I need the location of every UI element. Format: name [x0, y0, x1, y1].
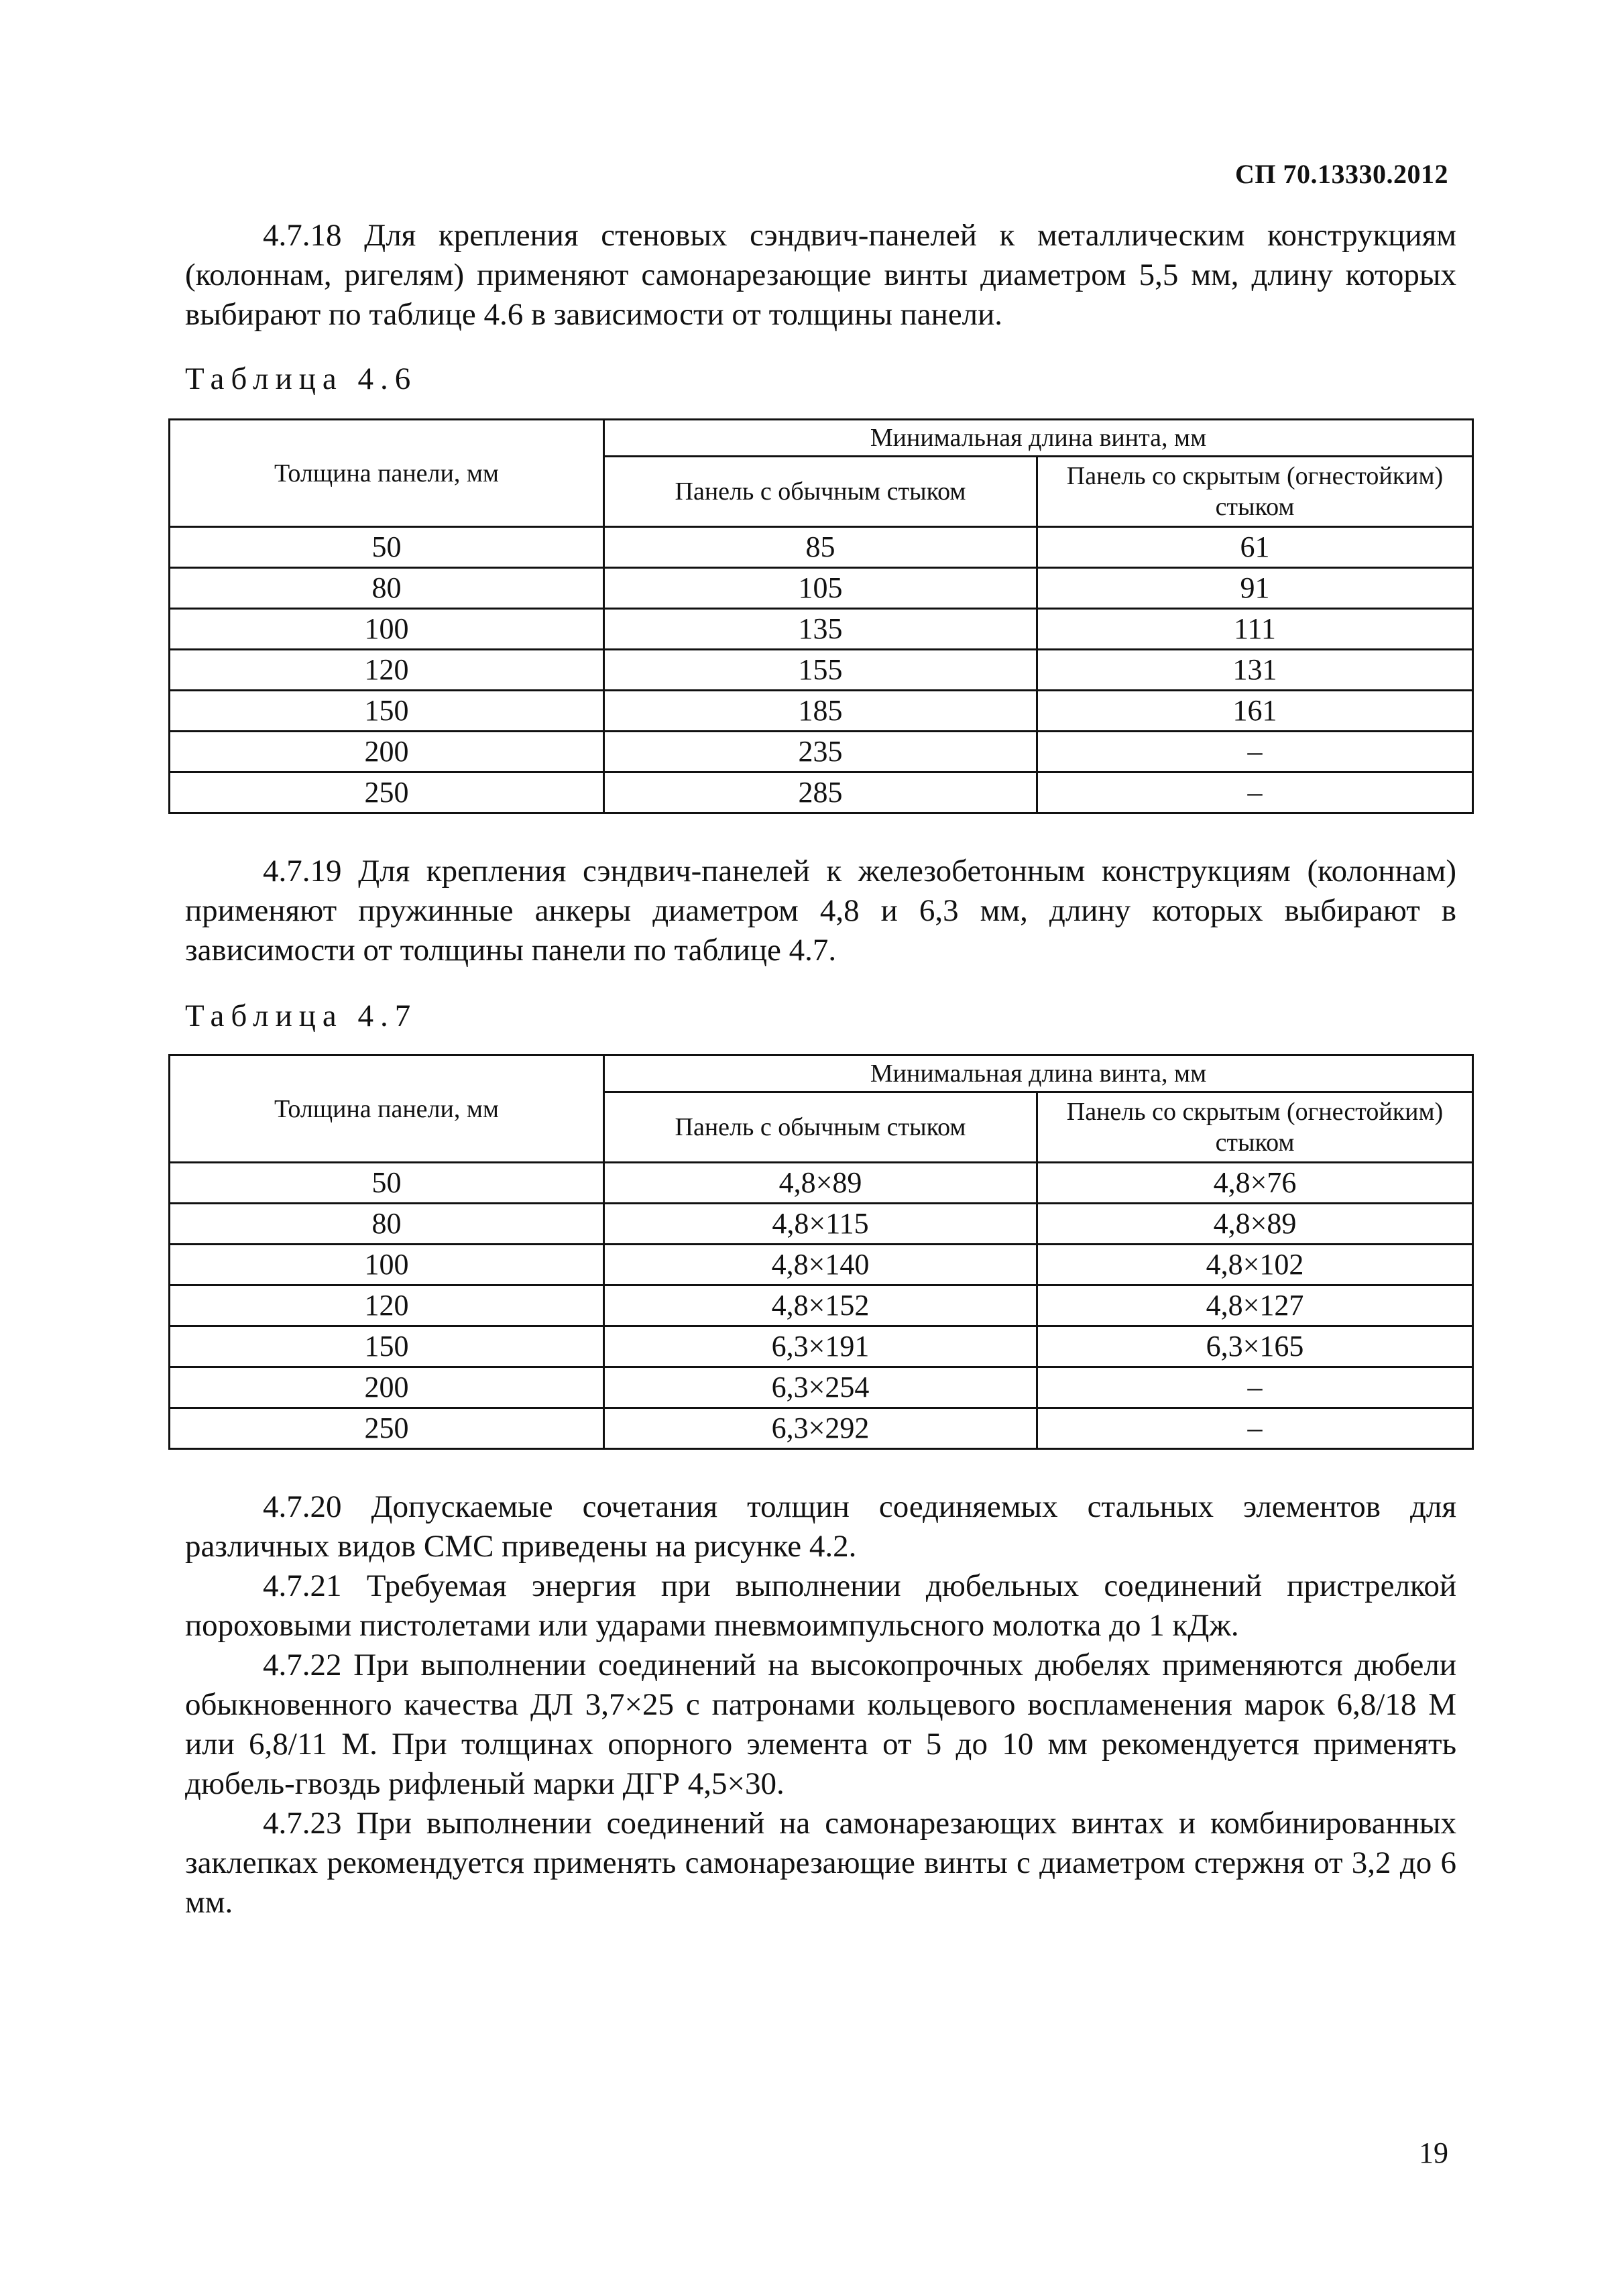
cell-regular: 6,3×254	[604, 1367, 1037, 1408]
paragraph-4-7-19	[185, 852, 1456, 970]
cell-thickness: 80	[170, 1204, 604, 1245]
cell-thickness: 100	[170, 609, 604, 650]
paragraph-4-7-22	[185, 1646, 1456, 1804]
header-min-length: Минимальная длина винта, мм	[604, 1055, 1473, 1092]
cell-thickness: 200	[170, 1367, 604, 1408]
table-row	[170, 772, 1473, 813]
cell-regular: 85	[604, 527, 1037, 568]
document-code: СП 70.13330.2012	[1235, 159, 1448, 189]
table-row	[170, 609, 1473, 650]
table-row	[170, 732, 1473, 772]
table-row	[170, 1285, 1473, 1326]
cell-hidden: –	[1037, 732, 1473, 772]
cell-hidden: 4,8×76	[1037, 1163, 1473, 1204]
cell-regular: 4,8×115	[604, 1204, 1037, 1245]
cell-regular: 6,3×292	[604, 1408, 1037, 1449]
cell-thickness: 80	[170, 568, 604, 609]
cell-hidden: –	[1037, 772, 1473, 813]
paragraph-text: 4.7.18 Для крепления стеновых сэндвич-панелей к металлическим конструкциям (колоннам, ригелям) применяют самонарезающие винты диаметром 5,5 мм, длину которых выбирают по таблице 4.6 в зависимости от толщины панели.	[185, 218, 1456, 332]
header-thickness: Толщина панели, мм	[170, 420, 604, 527]
cell-thickness: 250	[170, 1408, 604, 1449]
table-row	[170, 1163, 1473, 1204]
header-hidden-joint: Панель со скрытым (огнестойким) стыком	[1037, 457, 1473, 527]
page-number: 19	[1419, 2136, 1448, 2169]
table-4-6-caption: Таблица 4.6	[185, 361, 418, 396]
cell-hidden: –	[1037, 1367, 1473, 1408]
paragraph-text: 4.7.19 Для крепления сэндвич-панелей к железобетонным конструкциям (колоннам) применяют пружинные анкеры диаметром 4,8 и 6,3 мм, длину которых выбирают в зависимости от толщины панели по таблице 4.7.	[185, 854, 1456, 968]
table-4-6	[168, 418, 1474, 814]
cell-regular: 4,8×89	[604, 1163, 1037, 1204]
cell-regular: 185	[604, 691, 1037, 732]
paragraph-text: 4.7.23 При выполнении соединений на самонарезающих винтах и комбинированных заклепках рекомендуется применять самонарезающие винты с диаметром стержня от 3,2 до 6 мм.	[185, 1806, 1456, 1920]
header-hidden-joint: Панель со скрытым (огнестойким) стыком	[1037, 1092, 1473, 1163]
table-row	[170, 1204, 1473, 1245]
table-row	[170, 568, 1473, 609]
header-regular-joint: Панель с обычным стыком	[604, 1092, 1037, 1163]
paragraph-text: 4.7.20 Допускаемые сочетания толщин соединяемых стальных элементов для различных видов СМС приведены на рисунке 4.2.	[185, 1489, 1456, 1564]
cell-thickness: 120	[170, 1285, 604, 1326]
paragraph-4-7-21	[185, 1566, 1456, 1646]
cell-hidden: 91	[1037, 568, 1473, 609]
cell-regular: 155	[604, 650, 1037, 691]
header-min-length: Минимальная длина винта, мм	[604, 420, 1473, 457]
table-4-7	[168, 1054, 1474, 1450]
table-row	[170, 691, 1473, 732]
table-row	[170, 1326, 1473, 1367]
paragraph-text: 4.7.22 При выполнении соединений на высокопрочных дюбелях применяются дюбели обыкновенного качества ДЛ 3,7×25 с патронами кольцевого воспламенения марок 6,8/18 М или 6,8/11 М. При толщинах опорного элемента от 5 до 10 мм рекомендуется применять дюбель-гвоздь рифленый марки ДГР 4,5×30.	[185, 1648, 1456, 1801]
table-row	[170, 1367, 1473, 1408]
paragraph-4-7-18	[185, 216, 1456, 335]
cell-thickness: 50	[170, 1163, 604, 1204]
paragraph-4-7-20	[185, 1487, 1456, 1566]
table-row	[170, 650, 1473, 691]
cell-thickness: 120	[170, 650, 604, 691]
cell-thickness: 150	[170, 691, 604, 732]
cell-regular: 4,8×152	[604, 1285, 1037, 1326]
cell-hidden: 6,3×165	[1037, 1326, 1473, 1367]
cell-hidden: 61	[1037, 527, 1473, 568]
cell-regular: 6,3×191	[604, 1326, 1037, 1367]
cell-thickness: 150	[170, 1326, 604, 1367]
cell-hidden: –	[1037, 1408, 1473, 1449]
paragraph-4-7-23	[185, 1804, 1456, 1922]
cell-regular: 4,8×140	[604, 1245, 1037, 1285]
cell-hidden: 131	[1037, 650, 1473, 691]
header-regular-joint: Панель с обычным стыком	[604, 457, 1037, 527]
cell-hidden: 4,8×127	[1037, 1285, 1473, 1326]
table-row	[170, 1245, 1473, 1285]
cell-hidden: 161	[1037, 691, 1473, 732]
cell-regular: 135	[604, 609, 1037, 650]
cell-hidden: 111	[1037, 609, 1473, 650]
cell-hidden: 4,8×89	[1037, 1204, 1473, 1245]
cell-regular: 235	[604, 732, 1037, 772]
table-4-7-caption: Таблица 4.7	[185, 998, 418, 1033]
paragraph-text: 4.7.21 Требуемая энергия при выполнении дюбельных соединений пристрелкой пороховыми пистолетами или ударами пневмоимпульсного молотка до 1 кДж.	[185, 1568, 1456, 1643]
cell-thickness: 50	[170, 527, 604, 568]
cell-thickness: 250	[170, 772, 604, 813]
cell-regular: 105	[604, 568, 1037, 609]
cell-hidden: 4,8×102	[1037, 1245, 1473, 1285]
table-row	[170, 527, 1473, 568]
table-row	[170, 1408, 1473, 1449]
cell-thickness: 100	[170, 1245, 604, 1285]
cell-thickness: 200	[170, 732, 604, 772]
header-thickness: Толщина панели, мм	[170, 1055, 604, 1163]
cell-regular: 285	[604, 772, 1037, 813]
